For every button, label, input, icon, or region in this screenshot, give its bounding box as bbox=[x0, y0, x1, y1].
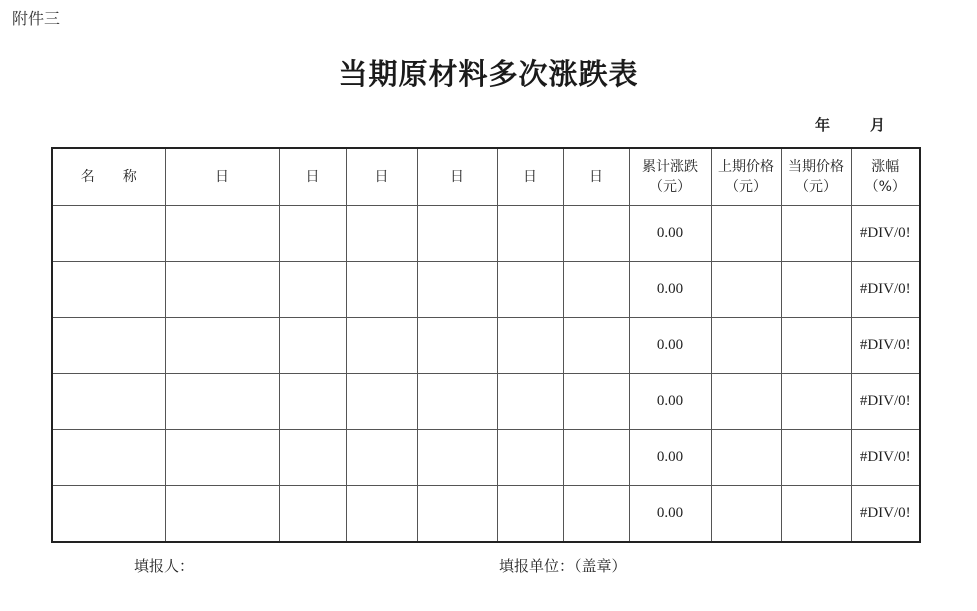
table-cell-col-name bbox=[52, 486, 165, 543]
table-cell-col-name bbox=[52, 262, 165, 318]
table-cell-col-previous-price bbox=[711, 486, 781, 543]
table-cell-col-day-4 bbox=[417, 262, 497, 318]
table-cell-col-day-6 bbox=[563, 430, 629, 486]
table-cell-col-increase-rate: #DIV/0! bbox=[851, 430, 920, 486]
filler-label: 填报人： bbox=[134, 557, 195, 575]
table-cell-col-day-3 bbox=[346, 430, 417, 486]
table-cell-col-day-3 bbox=[346, 374, 417, 430]
reporting-unit-label: 填报单位：（盖章） bbox=[499, 557, 627, 575]
table-cell-col-current-price bbox=[781, 206, 851, 262]
table-cell-col-day-3 bbox=[346, 206, 417, 262]
header-line2: （%） bbox=[864, 179, 906, 195]
table-cell-col-day-4 bbox=[417, 486, 497, 543]
table-cell-col-increase-rate: #DIV/0! bbox=[851, 318, 920, 374]
table-cell-col-current-price bbox=[781, 374, 851, 430]
table-row bbox=[52, 430, 920, 486]
header-line1: 日 bbox=[374, 169, 389, 185]
header-col-day-2 bbox=[279, 148, 346, 206]
table-cell-col-previous-price bbox=[711, 430, 781, 486]
table-row bbox=[52, 374, 920, 430]
header-line2: （元） bbox=[795, 179, 837, 195]
header-line1: 当期价格 bbox=[788, 159, 844, 175]
header-col-previous-price bbox=[711, 148, 781, 206]
table-cell-col-increase-rate: #DIV/0! bbox=[851, 374, 920, 430]
page-title: 当期原材料多次涨跌表 bbox=[338, 57, 639, 91]
header-col-current-price bbox=[781, 148, 851, 206]
header-line1: 日 bbox=[523, 169, 537, 185]
table-cell-col-cumulative-change: 0.00 bbox=[629, 374, 711, 430]
table-cell-col-day-2 bbox=[279, 430, 346, 486]
table-cell-col-day-2 bbox=[279, 486, 346, 543]
table-cell-col-name bbox=[52, 318, 165, 374]
table-cell-col-previous-price bbox=[711, 206, 781, 262]
table-cell-col-day-2 bbox=[279, 262, 346, 318]
table-cell-col-day-6 bbox=[563, 374, 629, 430]
table-cell-col-previous-price bbox=[711, 262, 781, 318]
table-cell-col-day-5 bbox=[497, 430, 563, 486]
table-row bbox=[52, 206, 920, 262]
table-cell-col-increase-rate: #DIV/0! bbox=[851, 206, 920, 262]
header-line1: 日 bbox=[450, 169, 464, 185]
table-cell-col-increase-rate: #DIV/0! bbox=[851, 486, 920, 543]
header-line1: 日 bbox=[305, 169, 320, 185]
header-line2: （元） bbox=[649, 179, 691, 195]
header-line1: 累计涨跌 bbox=[642, 159, 698, 175]
table-row bbox=[52, 486, 920, 543]
table-cell-col-day-5 bbox=[497, 374, 563, 430]
table-row bbox=[52, 318, 920, 374]
table-cell-col-day-1 bbox=[165, 430, 279, 486]
table-cell-col-cumulative-change: 0.00 bbox=[629, 430, 711, 486]
table-cell-col-day-1 bbox=[165, 206, 279, 262]
table-cell-col-day-3 bbox=[346, 262, 417, 318]
table-cell-col-previous-price bbox=[711, 374, 781, 430]
table-cell-col-name bbox=[52, 206, 165, 262]
table-cell-col-name bbox=[52, 374, 165, 430]
table-cell-col-day-5 bbox=[497, 486, 563, 543]
header-line1: 名 称 bbox=[80, 169, 137, 185]
table-cell-col-current-price bbox=[781, 262, 851, 318]
header-line1: 涨幅 bbox=[871, 159, 900, 175]
table-cell-col-cumulative-change: 0.00 bbox=[629, 206, 711, 262]
header-col-day-4 bbox=[417, 148, 497, 206]
table-cell-col-current-price bbox=[781, 318, 851, 374]
table-cell-col-day-6 bbox=[563, 262, 629, 318]
table-row bbox=[52, 262, 920, 318]
header-col-day-3 bbox=[346, 148, 417, 206]
table-cell-col-current-price bbox=[781, 430, 851, 486]
table-cell-col-day-3 bbox=[346, 318, 417, 374]
header-line1: 上期价格 bbox=[718, 159, 774, 175]
table-cell-col-cumulative-change: 0.00 bbox=[629, 486, 711, 543]
table-cell-col-day-5 bbox=[497, 262, 563, 318]
table-cell-col-day-2 bbox=[279, 374, 346, 430]
table-cell-col-day-6 bbox=[563, 318, 629, 374]
table-cell-col-day-4 bbox=[417, 430, 497, 486]
table-cell-col-day-3 bbox=[346, 486, 417, 543]
table-cell-col-day-5 bbox=[497, 206, 563, 262]
table-cell-col-day-6 bbox=[563, 206, 629, 262]
header-row bbox=[52, 148, 920, 206]
table-cell-col-day-4 bbox=[417, 318, 497, 374]
table-cell-col-day-1 bbox=[165, 486, 279, 543]
table-cell-col-cumulative-change: 0.00 bbox=[629, 262, 711, 318]
header-col-increase-rate bbox=[851, 148, 920, 206]
header-line1: 日 bbox=[215, 169, 229, 185]
header-col-name bbox=[52, 148, 165, 206]
table-body bbox=[52, 206, 920, 543]
table-cell-col-day-4 bbox=[417, 206, 497, 262]
table-cell-col-day-2 bbox=[279, 318, 346, 374]
header-col-cumulative-change bbox=[629, 148, 711, 206]
table-cell-col-day-1 bbox=[165, 374, 279, 430]
table-cell-col-day-5 bbox=[497, 318, 563, 374]
header-col-day-6 bbox=[563, 148, 629, 206]
table-cell-col-cumulative-change: 0.00 bbox=[629, 318, 711, 374]
table-cell-col-day-6 bbox=[563, 486, 629, 543]
price-change-table bbox=[51, 147, 921, 543]
header-line1: 日 bbox=[589, 169, 603, 185]
table-cell-col-day-1 bbox=[165, 318, 279, 374]
attachment-label: 附件三 bbox=[12, 9, 61, 28]
table-cell-col-previous-price bbox=[711, 318, 781, 374]
table-cell-col-current-price bbox=[781, 486, 851, 543]
month-label: 月 bbox=[870, 116, 886, 134]
table-cell-col-day-4 bbox=[417, 374, 497, 430]
header-col-day-5 bbox=[497, 148, 563, 206]
table-cell-col-day-2 bbox=[279, 206, 346, 262]
table-cell-col-name bbox=[52, 430, 165, 486]
table-cell-col-increase-rate: #DIV/0! bbox=[851, 262, 920, 318]
header-col-day-1 bbox=[165, 148, 279, 206]
table-cell-col-day-1 bbox=[165, 262, 279, 318]
header-line2: （元） bbox=[725, 179, 767, 195]
year-label: 年 bbox=[815, 116, 831, 134]
